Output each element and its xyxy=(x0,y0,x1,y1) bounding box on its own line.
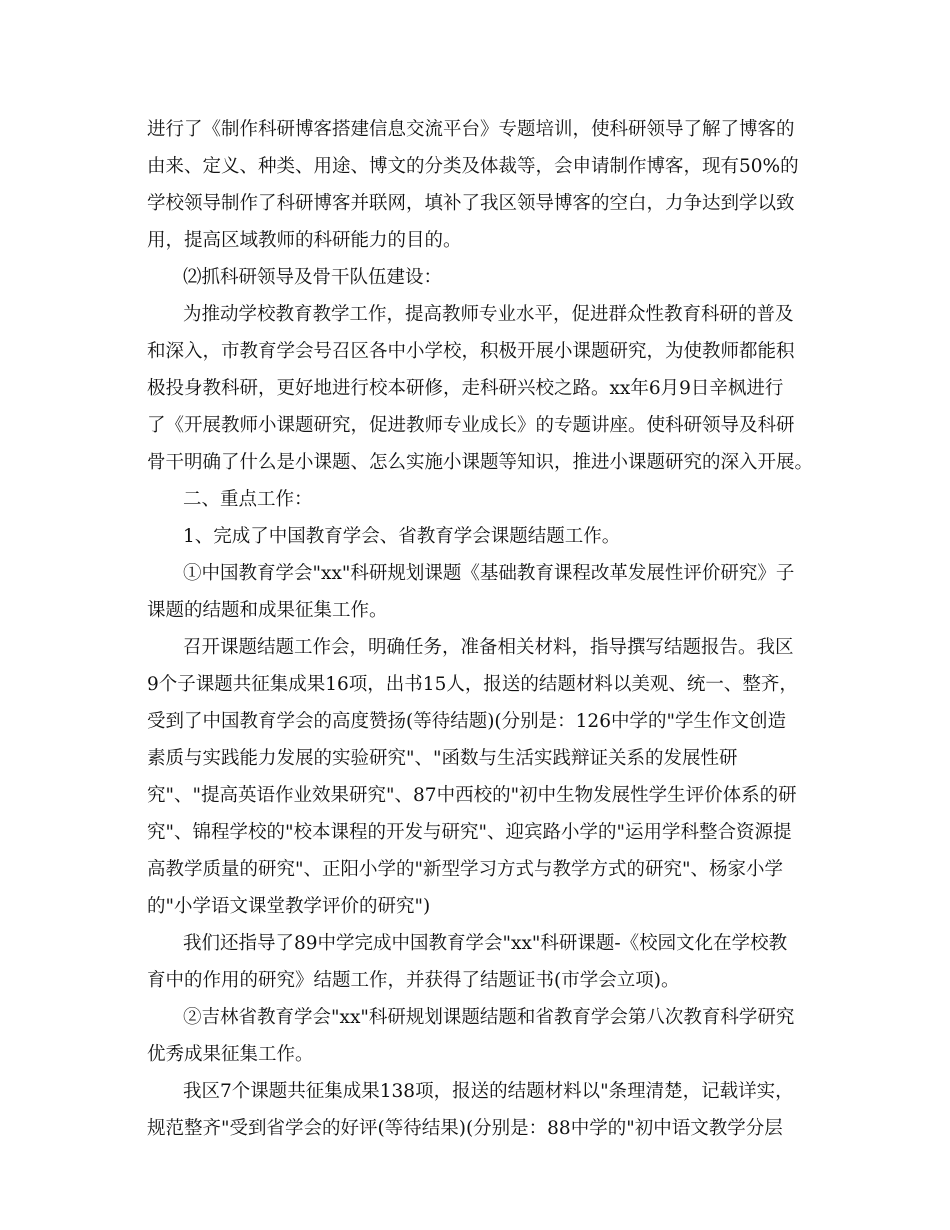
body-text-line: 了《开展教师小课题研究，促进教师专业成长》的专题讲座。使科研领导及科研 xyxy=(147,415,795,436)
body-text-line: 究"、锦程学校的"校本课程的开发与研究"、迎宾路小学的"运用学科整合资源提 xyxy=(147,822,792,843)
body-text-line: 学校领导制作了科研博客并联网，填补了我区领导博客的空白，力争达到学以致 xyxy=(147,193,795,214)
body-text-line: 素质与实践能力发展的实验研究"、"函数与生活实践辩证关系的发展性研 xyxy=(147,748,738,769)
body-text-line: 课题的结题和成果征集工作。 xyxy=(147,600,388,621)
body-text-line: 我们还指导了89中学完成中国教育学会"xx"科研课题-《校园文化在学校教 xyxy=(183,933,788,954)
body-text-line: ①中国教育学会"xx"科研规划课题《基础教育课程改革发展性评价研究》子 xyxy=(183,563,795,584)
body-text-line: 我区7个课题共征集成果138项，报送的结题材料以"条理清楚，记载详实， xyxy=(183,1081,794,1102)
body-text-line: 用，提高区域教师的科研能力的目的。 xyxy=(147,230,462,251)
body-text-line: 骨干明确了什么是小课题、怎么实施小课题等知识，推进小课题研究的深入开展。 xyxy=(147,452,814,473)
body-text-line: 为推动学校教育教学工作，提高教师专业水平，促进群众性教育科研的普及 xyxy=(183,304,794,325)
body-text-line: 受到了中国教育学会的高度赞扬(等待结题)(分别是：126中学的"学生作文创造 xyxy=(147,711,786,732)
body-text-line: ②吉林省教育学会"xx"科研规划课题结题和省教育学会第八次教育科学研究 xyxy=(183,1007,795,1028)
body-text-line: 由来、定义、种类、用途、博文的分类及体裁等，会申请制作博客，现有50%的 xyxy=(147,156,799,177)
body-text-line: 的"小学语文课堂教学评价的研究") xyxy=(147,896,431,917)
body-text-line: 极投身教科研，更好地进行校本研修，走科研兴校之路。xx年6月9日辛枫进行 xyxy=(147,378,784,399)
body-text-line: 9个子课题共征集成果16项，出书15人，报送的结题材料以美观、统一、整齐， xyxy=(147,674,798,695)
body-text-line: 进行了《制作科研博客搭建信息交流平台》专题培训，使科研领导了解了博客的 xyxy=(147,119,795,140)
body-text-line: 究"、"提高英语作业效果研究"、87中西校的"初中生物发展性学生评价体系的研 xyxy=(147,785,797,806)
body-text-line: 高教学质量的研究"、正阳小学的"新型学习方式与教学方式的研究"、杨家小学 xyxy=(147,859,784,880)
body-text-line: 规范整齐"受到省学会的好评(等待结果)(分别是：88中学的"初中语文教学分层 xyxy=(147,1118,783,1139)
subheading-line: ⑵抓科研领导及骨干队伍建设： xyxy=(183,267,443,288)
body-text-line: 优秀成果征集工作。 xyxy=(147,1044,314,1065)
body-text-line: 召开课题结题工作会，明确任务，准备相关材料，指导撰写结题报告。我区 xyxy=(183,637,794,658)
subheading-line: 1、完成了中国教育学会、省教育学会课题结题工作。 xyxy=(183,526,621,547)
body-text-line: 育中的作用的研究》结题工作，并获得了结题证书(市学会立项)。 xyxy=(147,970,680,991)
body-text-line: 和深入，市教育学会号召区各中小学校，积极开展小课题研究，为使教师都能积 xyxy=(147,341,795,362)
section-heading: 二、重点工作： xyxy=(183,489,313,510)
